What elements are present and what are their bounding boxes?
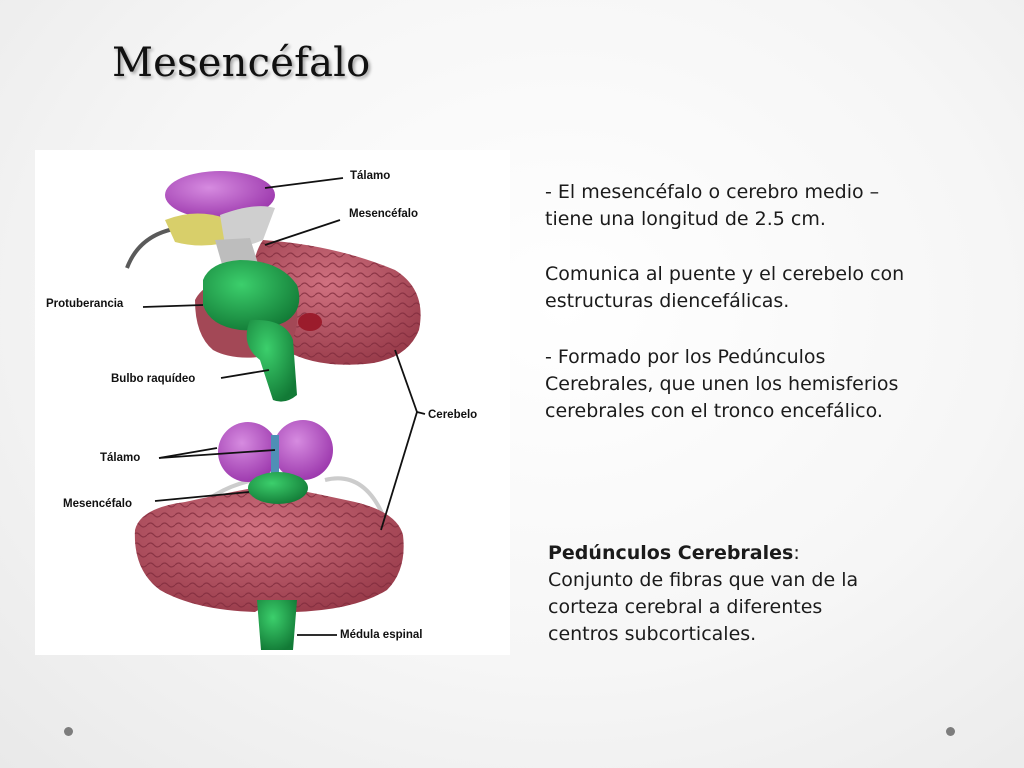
- brain-figure: [35, 150, 510, 655]
- label-cerebelo: Cerebelo: [428, 409, 478, 421]
- slide-title: Mesencéfalo: [112, 40, 371, 86]
- paragraph-1-line-1: - El mesencéfalo o cerebro medio –: [545, 181, 880, 203]
- paragraph-2-line-2: estructuras diencefálicas.: [545, 290, 790, 312]
- label-bulbo-raquideo: Bulbo raquídeo: [111, 373, 196, 385]
- brain-illustration: [35, 150, 510, 655]
- definition-colon: :: [793, 542, 800, 564]
- label-talamo-bottom: Tálamo: [100, 452, 141, 464]
- spinal-cord: [257, 600, 297, 650]
- label-protuberancia: Protuberancia: [46, 298, 124, 310]
- definition-block: [548, 540, 858, 648]
- lateral-brainstem-view: [127, 171, 421, 402]
- paragraph-2: [545, 261, 904, 315]
- paragraph-3-line-2: Cerebrales, que unen los hemisferios: [545, 373, 899, 395]
- label-mesencefalo-bottom: Mesencéfalo: [63, 498, 133, 510]
- paragraph-1-line-2: tiene una longitud de 2.5 cm.: [545, 208, 826, 230]
- paragraph-2-line-1: Comunica al puente y el cerebelo con: [545, 263, 905, 285]
- thalamus-posterior-right: [273, 420, 333, 480]
- paragraph-3-line-1: - Formado por los Pedúnculos: [545, 346, 826, 368]
- label-mesencefalo-top: Mesencéfalo: [349, 208, 419, 220]
- paragraph-3: [545, 344, 898, 425]
- definition-line-1: Conjunto de fibras que van de la: [548, 569, 859, 591]
- label-medula-espinal: Médula espinal: [340, 629, 423, 641]
- midbrain-posterior: [248, 472, 308, 504]
- label-talamo-top: Tálamo: [350, 170, 391, 182]
- definition-line-3: centros subcorticales.: [548, 623, 757, 645]
- definition-line-2: corteza cerebral a diferentes: [548, 596, 823, 618]
- paragraph-1: [545, 179, 879, 233]
- slide-corner-dot-left: [64, 727, 73, 736]
- paragraph-3-line-3: cerebrales con el tronco encefálico.: [545, 400, 883, 422]
- slide-corner-dot-right: [946, 727, 955, 736]
- definition-term: Pedúnculos Cerebrales: [548, 542, 794, 564]
